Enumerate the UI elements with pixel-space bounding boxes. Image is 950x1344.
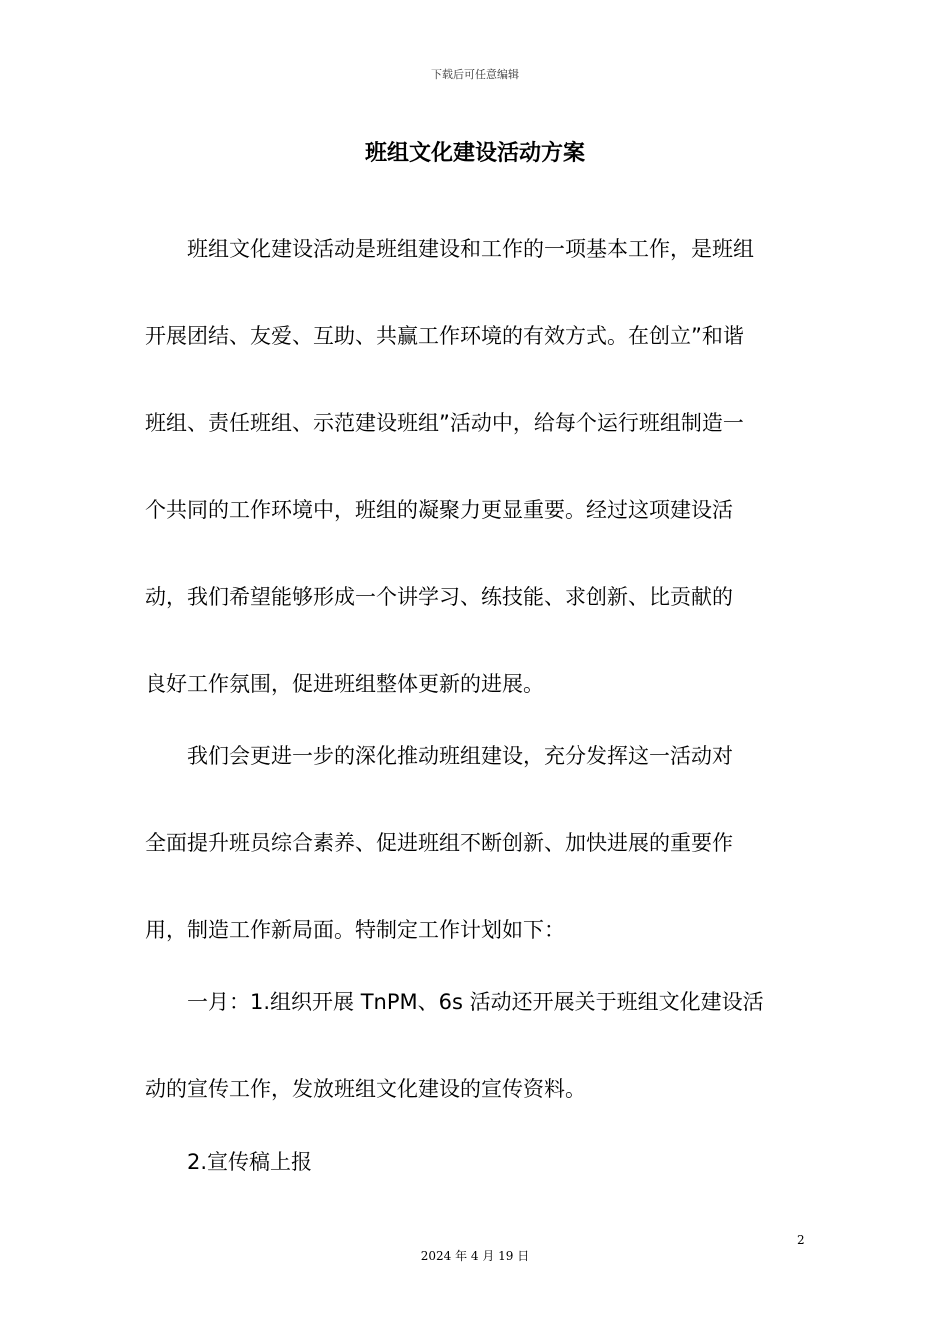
document-title: 班组文化建设活动方案 [364,141,585,166]
paragraph-line: 一月：1.组织开展 TnPM、6s 活动还开展关于班组文化建设活 [145,990,764,1014]
paragraph-line: 2.宣传稿上报 [145,1150,313,1174]
paragraph-line: 班组、责任班组、示范建设班组”活动中，给每个运行班组制造一 [145,411,744,435]
paragraph-line: 我们会更进一步的深化推动班组建设，充分发挥这一活动对 [145,744,733,768]
paragraph-line: 动的宣传工作，发放班组文化建设的宣传资料。 [145,1077,586,1101]
page-number: 2 [797,1233,805,1247]
paragraph-line: 全面提升班员综合素养、促进班组不断创新、加快进展的重要作 [145,831,733,855]
paragraph-line: 良好工作氛围，促进班组整体更新的进展。 [145,672,544,696]
header-note: 下载后可任意编辑 [431,68,519,81]
paragraph-line: 开展团结、友爱、互助、共赢工作环境的有效方式。在创立”和谐 [145,324,744,348]
paragraph-line: 用，制造工作新局面。特制定工作计划如下： [145,918,565,942]
paragraph-line: 班组文化建设活动是班组建设和工作的一项基本工作，是班组 [145,237,754,261]
footer-date: 2024 年 4 月 19 日 [420,1249,530,1263]
paragraph-line: 动，我们希望能够形成一个讲学习、练技能、求创新、比贡献的 [145,585,733,609]
paragraph-line: 个共同的工作环境中，班组的凝聚力更显重要。经过这项建设活 [145,498,733,522]
